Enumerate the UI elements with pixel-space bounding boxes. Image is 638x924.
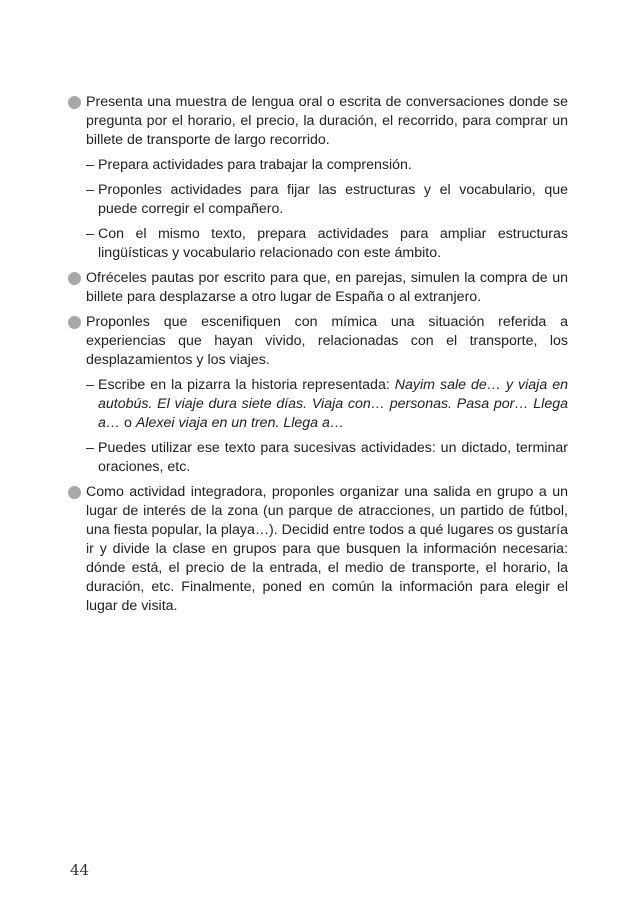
bullet-text: Como actividad integradora, proponles organizar una salida en grupo a un lugar de interés de la zona (un parque de atracciones, un partido de fútbol, una fiesta popular, la playa…). Decidid entre todos a qué lugares os gustaría ir y divide la clase en grupos para que busquen la información necesaria: dónde está, el precio de la entrada, el medio de transporte, el horario, la duración, etc. Finalmente, poned en común la información para elegir el lugar de visita. — [86, 484, 568, 614]
bullet-text: Presenta una muestra de lengua oral o escrita de conversaciones donde se pregunta por el horario, el precio, la duración, el recorrido, para comprar un billete de transporte de largo recorrido. — [86, 94, 568, 148]
sub-item-comprehension — [68, 156, 568, 175]
sub-item-structures — [68, 181, 568, 219]
sub-item-dictation — [68, 439, 568, 477]
dash-marker: – — [86, 157, 94, 173]
sub-item-text-italic: Alexei viaja en un tren. Llega a… — [135, 415, 345, 431]
sub-item-text: Con el mismo texto, prepara actividades para ampliar estructuras lingüísticas y vocabulario relacionado con este ámbito. — [98, 226, 568, 261]
bullet-item-sample-conversation — [68, 93, 568, 150]
page-content — [68, 93, 568, 622]
bullet-item-mime — [68, 313, 568, 370]
sub-item-text: Prepara actividades para trabajar la comprensión. — [98, 157, 412, 173]
bullet-text: Ofréceles pautas por escrito para que, en parejas, simulen la compra de un billete para desplazarse a otro lugar de España o al extranjero. — [86, 270, 568, 305]
bullet-text: Proponles que escenifiquen con mímica una situación referida a experiencias que hayan vivido, relacionadas con el transporte, los desplazamientos y los viajes. — [86, 314, 568, 368]
bullet-circle-icon — [68, 486, 81, 499]
sub-item-expand-vocabulary — [68, 225, 568, 263]
sub-item-text-plain: Escribe en la pizarra la historia representada: — [98, 377, 395, 393]
bullet-item-ticket-purchase — [68, 269, 568, 307]
dash-marker: – — [86, 440, 94, 456]
bullet-circle-icon — [68, 272, 81, 285]
sub-item-text: Proponles actividades para fijar las estructuras y el vocabulario, que puede corregir el compañero. — [98, 182, 568, 217]
page-number: 44 — [70, 861, 90, 879]
sub-item-blackboard-story — [68, 376, 568, 433]
sub-item-connector: o — [120, 415, 136, 431]
sub-item-text-italic: Nayim sale de… y viaja en autobús. El viaje dura siete días. Viaja con… personas. Pasa por… Llega a… — [98, 377, 568, 431]
dash-marker: – — [86, 226, 94, 242]
dash-marker: – — [86, 377, 94, 393]
bullet-circle-icon — [68, 316, 81, 329]
bullet-circle-icon — [68, 96, 81, 109]
bullet-item-group-outing — [68, 483, 568, 616]
dash-marker: – — [86, 182, 94, 198]
sub-item-text: Puedes utilizar ese texto para sucesivas actividades: un dictado, terminar oraciones, etc. — [98, 440, 568, 475]
